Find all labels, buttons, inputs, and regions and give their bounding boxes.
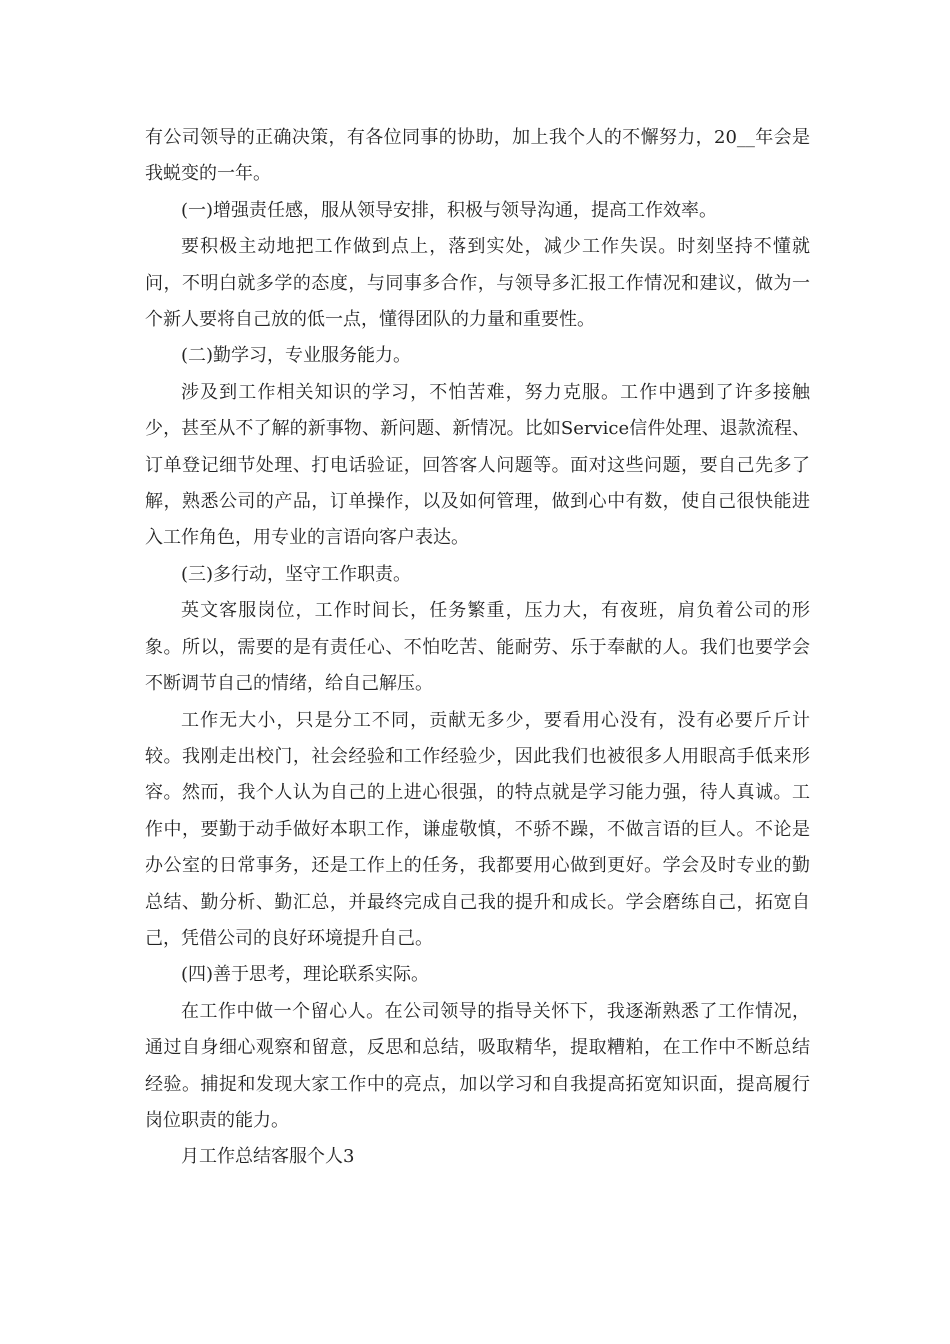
section-heading-3: (三)多行动，坚守工作职责。 [181, 563, 412, 585]
paragraph-intro: 有公司领导的正确决策，有各位同事的协助，加上我个人的不懈努力，20__年会是我蜕变的一年。 [145, 127, 810, 185]
paragraph-section-1: 要积极主动地把工作做到点上，落到实处，减少工作失误。时刻坚持不懂就问，不明白就多学的态度，与同事多合作，与领导多汇报工作情况和建议，做为一个新人要将自己放的低一点，懂得团队的力量和重要性。 [145, 236, 810, 331]
paragraph-section-3a: 英文客服岗位，工作时间长，任务繁重，压力大，有夜班，肩负着公司的形象。所以，需要的是有责任心、不怕吃苦、能耐劳、乐于奉献的人。我们也要学会不断调节自己的情绪，给自己解压。 [145, 600, 810, 695]
paragraph-section-4: 在工作中做一个留心人。在公司领导的指导关怀下，我逐渐熟悉了工作情况，通过自身细心观察和留意，反思和总结，吸取精华，提取糟粕，在工作中不断总结经验。捕捉和发现大家工作中的亮点，加以学习和自我提高拓宽知识面，提高履行岗位职责的能力。 [145, 1000, 810, 1131]
section-heading-2: (二)勤学习，专业服务能力。 [181, 345, 412, 367]
section-heading-4: (四)善于思考，理论联系实际。 [181, 964, 430, 986]
paragraph-section-3b: 工作无大小，只是分工不同，贡献无多少，要看用心没有，没有必要斤斤计较。我刚走出校门，社会经验和工作经验少，因此我们也被很多人用眼高手低来形容。然而，我个人认为自己的上进心很强，的特点就是学习能力强，待人真诚。工作中，要勤于动手做好本职工作，谦虚敬慎，不骄不躁，不做言语的巨人。不论是办公室的日常事务，还是工作上的任务，我都要用心做到更好。学会及时专业的勤总结、勤分析、勤汇总，并最终完成自己我的提升和成长。学会磨练自己，拓宽自己，凭借公司的良好环境提升自己。 [145, 709, 810, 949]
paragraph-section-2: 涉及到工作相关知识的学习，不怕苦难，努力克服。工作中遇到了许多接触少，甚至从不了解的新事物、新问题、新情况。比如Service信件处理、退款流程、订单登记细节处理、打电话验证，回答客人问题等。面对这些问题，要自己先多了解，熟悉公司的产品，订单操作，以及如何管理，做到心中有数，使自己很快能进入工作角色，用专业的言语向客户表达。 [145, 381, 810, 549]
document-body [145, 120, 810, 1176]
section-heading-1: (一)增强责任感，服从领导安排，积极与领导沟通，提高工作效率。 [181, 199, 718, 221]
next-document-title: 月工作总结客服个人3 [181, 1146, 355, 1168]
